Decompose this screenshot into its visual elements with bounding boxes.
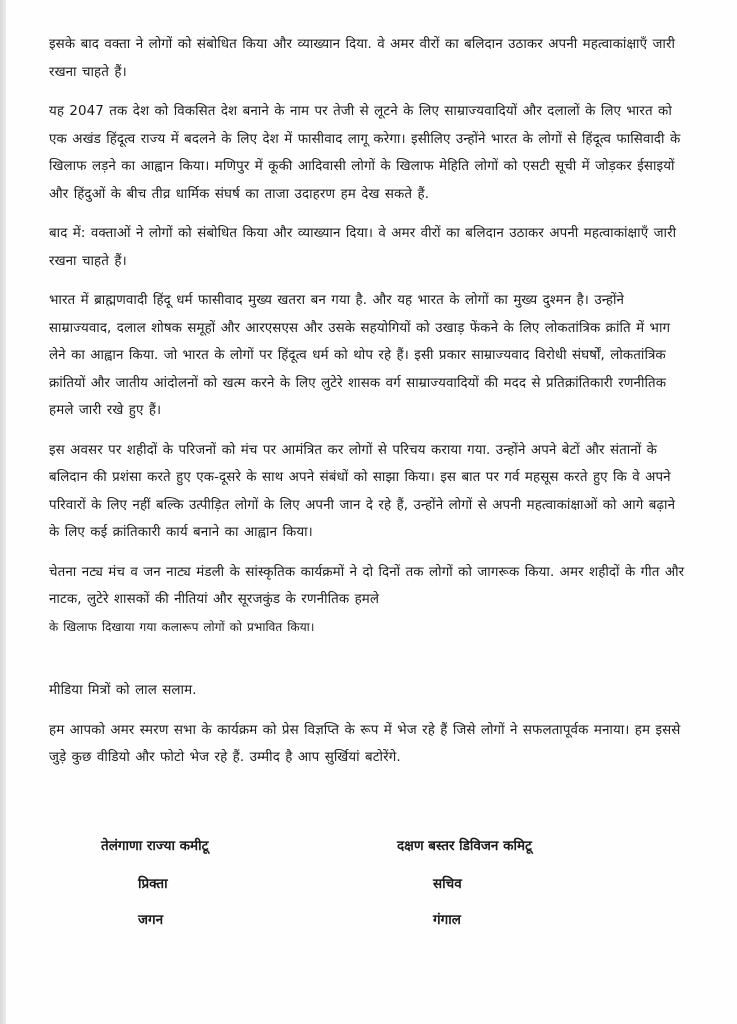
cultural-programs-main-text: चेतना नट्य मंच व जन नाट्य मंडली के सांस्कृतिक कार्यक्रमों ने दो दिनों तक लोगों को जागरूक किया. अमर शहीदों के गीत और नाटक, लुटेरे शासकों की नीतियां और सूरजकुंड के रणनीतिक हमले xyxy=(49,564,685,607)
paragraph-speech-2: बाद में: वक्ताओं ने लोगों को संबोधित किया और व्याख्यान दिया। वे अमर वीरों का बलिदान उठाकर अपनी महत्वाकांक्षाएँ जारी रखना चाहते हैं। xyxy=(49,226,677,269)
signatory-name: गंगाल xyxy=(433,912,461,928)
paragraph-martyrs-families: इस अवसर पर शहीदों के परिजनों को मंच पर आमंत्रित कर लोगों से परिचय कराया गया. उन्होंने अपने बेटों और संतानों के बलिदान की प्रशंसा करते हुए एक-दूसरे के साथ अपने संबंधों को साझा किया। इस बात पर गर्व महसूस करते हुए कि वे अपने परिवारों के लिए नहीं बल्कि उत्पीड़ित लोगों के लिए अपनी जान दे रहे हैं, उन्होंने लोगों से अपनी महत्वाकांक्षाओं को आगे बढ़ाने के लिए कई क्रांतिकारी कार्य बनाने का आह्वान किया। xyxy=(49,442,676,540)
spacer xyxy=(49,653,689,677)
signatory-name: जगन xyxy=(138,912,164,928)
paragraph-fascism-2047: यह 2047 तक देश को विकसित देश बनाने के नाम पर तेजी से लूटने के लिए साम्राज्यवादियों और दलालों के लिए भारत को एक अखंड हिंदूत्व राज्य में बदलने के लिए देश में फासीवाद लागू करेगा। इसीलिए उन्होंने भारत के लोगों से हिंदूत्व फासिवादी के खिलाफ लड़ने का आह्वान किया। मणिपुर में कूकी आदिवासी लोगों के खिलाफ मेहिति लोगों को एसटी सूची में जोड़कर ईसाइयों और हिंदुओं के बीच तीव्र धार्मिक संघर्ष का ताजा उदाहरण हम देख सकते हैं. xyxy=(49,104,681,202)
signatory-role: प्रिक्ता xyxy=(138,876,168,892)
committee-name: दक्षण बस्तर डिविजन कमिटू xyxy=(397,838,532,854)
paragraph-speech-1: इसके बाद वक्ता ने लोगों को संबोधित किया और व्याख्यान दिया. वे अमर वीरों का बलिदान उठाकर अपनी महत्वाकांक्षाएँ जारी रखना चाहते हैं। xyxy=(49,37,676,80)
paragraph-brahmanvad: भारत में ब्राह्मणवादी हिंदू धर्म फासीवाद मुख्य खतरा बन गया है. और यह भारत के लोगों का मुख्य दुश्मन है। उन्होंने साम्राज्यवाद, दलाल शोषक समूहों और आरएसएस और उसके सहयोगियों को उखाड़ फेंकने के लिए लोकतांत्रिक क्रांति में भाग लेने का आह्वान किया. जो भारत के लोगों पर हिंदूत्व धर्म को थोप रहे हैं। इसी प्रकार साम्राज्यवाद विरोधी संघर्षों, लोकतांत्रिक क्रांतियों और जातीय आंदोलनों को खत्म करने के लिए लुटेरे शासक वर्ग साम्राज्यवादियों की मदद से प्रतिक्रांतिकारी रणनीतिक हमले जारी रखे हुए हैं। xyxy=(49,293,671,418)
document-body xyxy=(49,31,689,784)
paragraph-press-release: हम आपको अमर स्मरण सभा के कार्यक्रम को प्रेस विज्ञप्ति के रूप में भेज रहे हैं जिसे लोगों ने सफलतापूर्वक मनाया। हम इससे जुड़े कुछ वीडियो और फोटो भेज रहे हैं. उम्मीद है आप सुर्खियां बटोरेंगे. xyxy=(49,722,681,765)
paragraph-cultural-programs xyxy=(49,559,689,642)
signatory-role: सचिव xyxy=(433,876,462,892)
signature-block xyxy=(0,830,737,980)
committee-name: तेलंगाणा राज्या कमीटू xyxy=(101,838,209,854)
cultural-programs-tail-text: के खिलाफ दिखाया गया कलारूप लोगों को प्रभावित किया। xyxy=(49,619,315,634)
paragraph-media-salute: मीडिया मित्रों को लाल सलाम. xyxy=(49,683,197,698)
